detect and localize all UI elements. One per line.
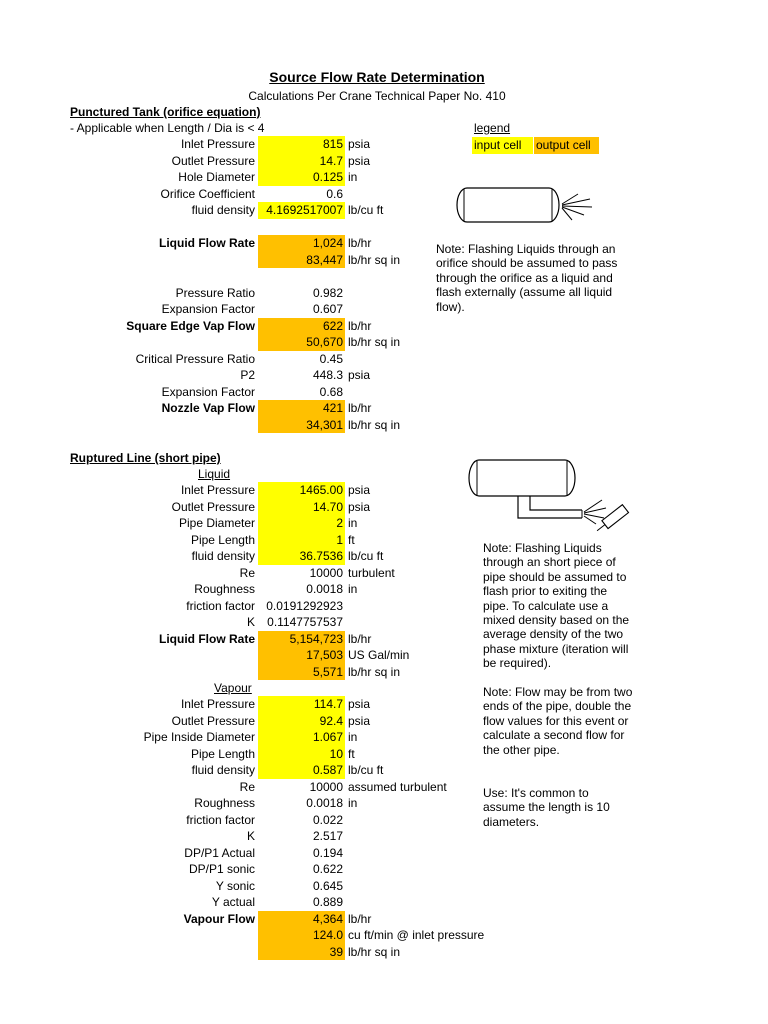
- row-unit: psia: [348, 713, 371, 728]
- input-cell[interactable]: 4.1692517007: [258, 202, 345, 219]
- value-cell: 0.622: [312, 862, 343, 876]
- output-cell: 39: [258, 944, 345, 961]
- output-cell: 622: [258, 318, 345, 335]
- value-cell: 0.645: [312, 878, 343, 893]
- input-cell[interactable]: 0.125: [258, 169, 345, 186]
- line-note-flashing: Note: Flashing Liquids through an short piece of pipe should be assumed to flash prior to exiting the pipe. To calculate use a mixed density based on the average density of the two phase mixture (iteration will be required).: [483, 541, 630, 671]
- row-unit: lb/hr: [348, 318, 372, 333]
- row-unit: US Gal/min: [348, 648, 410, 662]
- row-unit: lb/cu ft: [348, 763, 384, 777]
- value-cell: 0.194: [312, 845, 343, 860]
- row-unit: lb/hr: [348, 236, 372, 250]
- input-cell[interactable]: 2: [258, 515, 345, 532]
- output-cell: 124.0: [258, 927, 345, 944]
- input-cell[interactable]: 114.7: [258, 696, 345, 713]
- value-cell: 2.517: [312, 829, 343, 843]
- row-unit: lb/hr sq in: [348, 417, 401, 432]
- row-label: Y sonic: [215, 878, 255, 893]
- tank-section-header: Punctured Tank (orifice equation): [70, 105, 261, 119]
- row-label: Inlet Pressure: [180, 483, 255, 497]
- input-cell[interactable]: 10: [258, 746, 345, 763]
- value-cell: 0.0018: [306, 582, 343, 596]
- row-unit: lb/cu ft: [348, 549, 384, 563]
- row-unit: psia: [348, 153, 371, 168]
- legend-label: legend: [474, 121, 511, 135]
- value-cell: 448.3: [312, 368, 343, 382]
- row-unit: in: [348, 796, 358, 810]
- output-cell: 50,670: [258, 334, 345, 351]
- input-cell[interactable]: 14.7: [258, 153, 345, 170]
- row-unit: in: [348, 170, 358, 184]
- row-label: fluid density: [191, 203, 255, 217]
- row-label: Nozzle Vap Flow: [161, 401, 255, 415]
- row-unit: lb/cu ft: [348, 203, 384, 217]
- page-title: Source Flow Rate Determination: [269, 69, 485, 85]
- row-label: fluid density: [191, 763, 255, 777]
- row-label: Pipe Diameter: [178, 516, 255, 530]
- row-label: Orifice Coefficient: [160, 186, 255, 201]
- row-label: fluid density: [191, 549, 255, 563]
- value-cell: 0.607: [312, 302, 343, 316]
- row-unit: lb/hr sq in: [348, 335, 401, 349]
- row-unit: lb/hr: [348, 911, 372, 926]
- value-cell: 0.022: [312, 812, 343, 827]
- input-cell[interactable]: 1465.00: [258, 482, 345, 499]
- value-cell: 0.889: [312, 895, 343, 909]
- row-label: Re: [239, 565, 255, 580]
- punctured-tank-icon: [450, 180, 600, 230]
- input-cell[interactable]: 14.70: [258, 499, 345, 516]
- row-label: Expansion Factor: [161, 302, 255, 316]
- row-label: friction factor: [186, 812, 255, 827]
- ruptured-pipe-vessel-icon: [464, 456, 639, 536]
- row-unit: in: [348, 730, 358, 744]
- row-unit: in: [348, 516, 358, 530]
- value-cell: 10000: [309, 565, 343, 580]
- row-label: Outlet Pressure: [171, 713, 255, 728]
- row-unit: psia: [348, 137, 371, 151]
- row-label: Hole Diameter: [178, 170, 255, 184]
- row-label: Re: [239, 779, 255, 794]
- output-cell: 5,154,723: [258, 631, 345, 648]
- row-label: Pipe Length: [190, 746, 255, 761]
- row-label: DP/P1 sonic: [188, 862, 255, 876]
- row-unit: cu ft/min @ inlet pressure: [348, 928, 485, 942]
- input-cell[interactable]: 1.067: [258, 729, 345, 746]
- row-label: Roughness: [194, 796, 255, 810]
- input-cell[interactable]: 92.4: [258, 713, 345, 730]
- input-cell[interactable]: 0.587: [258, 762, 345, 779]
- value-cell: 0.45: [319, 351, 343, 366]
- line-note-use: Use: It's common to assume the length is 10 diameters.: [483, 786, 610, 829]
- row-unit: psia: [348, 368, 371, 382]
- input-cell[interactable]: 815: [258, 136, 345, 153]
- row-unit: lb/hr: [348, 401, 372, 415]
- row-label: friction factor: [186, 598, 255, 613]
- row-label: Y actual: [211, 895, 255, 909]
- row-unit: ft: [348, 746, 355, 761]
- row-label: Expansion Factor: [161, 384, 255, 399]
- row-label: P2: [240, 368, 255, 382]
- row-label: Pressure Ratio: [175, 285, 255, 300]
- row-unit: turbulent: [348, 565, 395, 580]
- line-note-two-ends: Note: Flow may be from two ends of the pipe, double the flow values for this event or calculate a second flow for the other pipe.: [483, 685, 633, 757]
- row-unit: lb/hr sq in: [348, 252, 401, 267]
- row-unit: lb/hr sq in: [348, 944, 401, 959]
- output-cell: 83,447: [258, 252, 345, 269]
- page-subtitle: Calculations Per Crane Technical Paper No. 410: [248, 89, 506, 103]
- vapour-header: Vapour: [214, 681, 252, 695]
- row-label: Inlet Pressure: [180, 697, 255, 711]
- row-label: Outlet Pressure: [171, 499, 255, 514]
- value-cell: 0.1147757537: [267, 615, 343, 629]
- input-cell[interactable]: 36.7536: [258, 548, 345, 565]
- legend-output-cell: output cell: [534, 137, 599, 154]
- value-cell: 0.0018: [306, 796, 343, 810]
- row-label: Pipe Length: [190, 532, 255, 547]
- output-cell: 5,571: [258, 664, 345, 681]
- row-label: Roughness: [194, 582, 255, 596]
- row-unit: ft: [348, 532, 355, 547]
- output-cell: 1,024: [258, 235, 345, 252]
- row-label: Inlet Pressure: [180, 137, 255, 151]
- line-section-header: Ruptured Line (short pipe): [70, 451, 221, 465]
- row-unit: in: [348, 582, 358, 596]
- output-cell: 421: [258, 400, 345, 417]
- value-cell: [258, 268, 345, 285]
- value-cell: 10000: [309, 779, 343, 794]
- tank-note: Note: Flashing Liquids through an orifice should be assumed to pass through the orifice as a liquid and flash externally (assume all liquid flow).: [436, 242, 618, 314]
- input-cell[interactable]: 1: [258, 532, 345, 549]
- row-label: Liquid Flow Rate: [159, 631, 255, 646]
- legend-input-cell: input cell: [472, 137, 533, 154]
- row-label: Vapour Flow: [183, 911, 255, 926]
- row-unit: psia: [348, 499, 371, 514]
- row-unit: lb/hr: [348, 631, 372, 646]
- row-label: Pipe Inside Diameter: [143, 730, 255, 744]
- output-cell: 17,503: [258, 647, 345, 664]
- value-cell: 0.68: [319, 384, 343, 399]
- value-cell: 0.982: [312, 285, 343, 300]
- row-label: DP/P1 Actual: [184, 845, 255, 860]
- row-unit: psia: [348, 697, 371, 711]
- output-cell: 34,301: [258, 417, 345, 434]
- value-cell: 0.0191292923: [266, 598, 343, 613]
- liquid-header: Liquid: [198, 467, 231, 481]
- row-label: Liquid Flow Rate: [159, 236, 255, 250]
- row-label: K: [246, 615, 255, 629]
- row-label: Critical Pressure Ratio: [135, 351, 255, 366]
- row-unit: psia: [348, 483, 371, 497]
- row-label: Square Edge Vap Flow: [126, 318, 255, 333]
- row-label: K: [246, 829, 255, 843]
- value-cell: 0.6: [326, 186, 343, 201]
- output-cell: 4,364: [258, 911, 345, 928]
- row-label: Outlet Pressure: [171, 153, 255, 168]
- row-unit: assumed turbulent: [348, 779, 447, 794]
- row-unit: lb/hr sq in: [348, 664, 401, 679]
- value-cell: [258, 219, 345, 236]
- tank-applicability: - Applicable when Length / Dia is < 4: [70, 121, 265, 135]
